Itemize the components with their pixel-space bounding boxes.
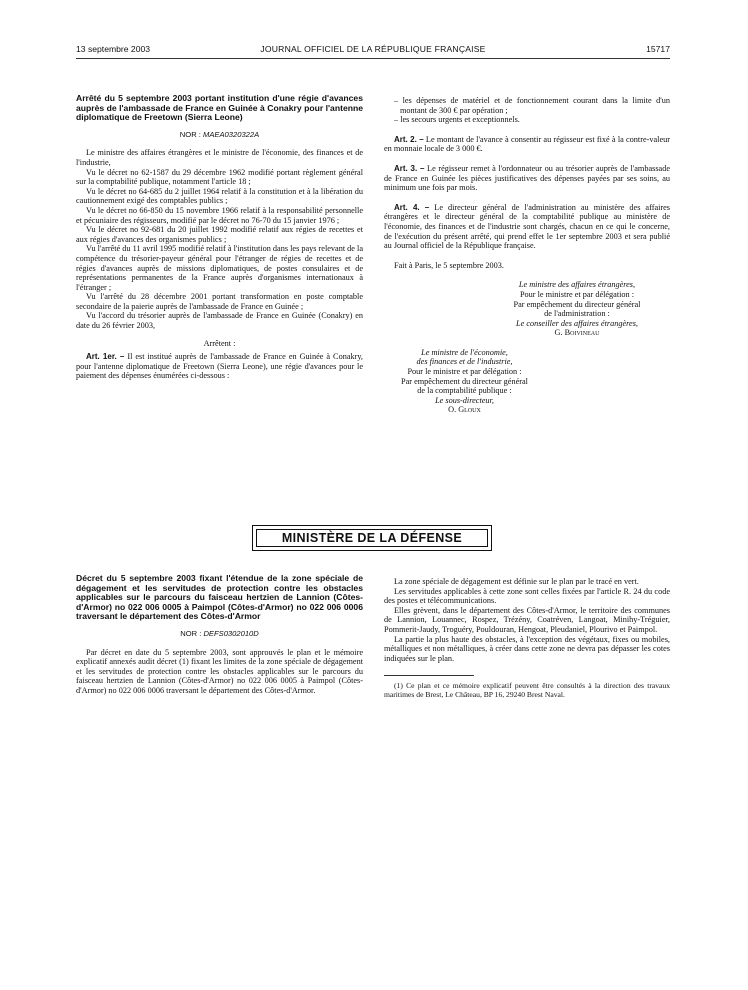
ministry-title: MINISTÈRE DE LA DÉFENSE bbox=[281, 531, 463, 545]
signature-line: Le conseiller des affaires étrangères, bbox=[516, 318, 638, 328]
signature-line: des finances et de l'industrie, bbox=[416, 357, 513, 367]
decret-right-column bbox=[384, 577, 670, 700]
nor-label: NOR : bbox=[179, 129, 201, 139]
signature-line: Le sous-directeur, bbox=[435, 395, 494, 405]
visa-paragraph: Vu le décret no 62-1587 du 29 décembre 1962 modifié portant règlement général sur la comptabilité publique, notamment l'article 18 ; bbox=[76, 167, 363, 187]
article-3 bbox=[384, 164, 670, 193]
fait-a-paris: Fait à Paris, le 5 septembre 2003. bbox=[394, 260, 504, 270]
visa-paragraph: Le ministre des affaires étrangères et le ministre de l'économie, des finances et de l'industrie, bbox=[76, 148, 363, 167]
signature-line: Par empêchement du directeur général bbox=[401, 376, 528, 386]
decret-paragraph: Elles grèvent, dans le département des Côtes-d'Armor, le territoire des communes de Lannion, Louannec, Rospez, Trézény, Coatréven, Langoat, Minihy-Tréguier, Pommerit-Jaudy, Troguéry, Pouldouran, Hengoat, Pleudaniel, Plourivo et Paimpol. bbox=[384, 605, 670, 634]
header-date: 13 septembre 2003 bbox=[76, 44, 151, 54]
decret-left-column bbox=[76, 574, 363, 696]
arrete-left-column bbox=[76, 94, 363, 381]
footnote: (1) Ce plan et ce mémoire explicatif peuvent être consultés à la direction des travaux maritimes de Brest, Le Château, BP 16, 29240 Brest Naval. bbox=[384, 681, 670, 700]
list-item: – les dépenses de matériel et de fonctionnement courant dans la limite d'un montant de 300 € par opération ; bbox=[394, 96, 670, 115]
visa-paragraph: Vu le décret no 64-685 du 2 juillet 1964 relatif à la constitution et à la libération du cautionnement exigé des comptables publics ; bbox=[76, 186, 363, 206]
footnote-rule bbox=[384, 675, 474, 676]
signature-line: Le ministre des affaires étrangères, bbox=[518, 280, 636, 290]
signatory-name: O. Gloux bbox=[448, 405, 481, 415]
article-2 bbox=[384, 135, 670, 154]
nor-code: MAEA0320322A bbox=[203, 129, 260, 139]
list-item: – les secours urgents et exceptionnels. bbox=[394, 115, 520, 125]
signature-line: de la comptabilité publique : bbox=[417, 386, 512, 396]
nor-code: DEFS0302010D bbox=[203, 628, 259, 638]
decret-title: Décret du 5 septembre 2003 fixant l'étendue de la zone spéciale de dégagement et les servitudes de protection contre les obstacles applicables sur le parcours du faisceau hertzien de Lannion (Côtes-d'Armor) no 022 006 0005 à Paimpol (Côtes-d'Armor) no 022 006 0006 traversant le département des Côtes-d'Armor bbox=[76, 573, 363, 622]
decret-paragraph: La partie la plus haute des obstacles, à l'exception des végétaux, fixes ou mobiles, métalliques et non métalliques, à créer dans cette zone ne devra pas dépasser les cotes indiquées sur le plan. bbox=[384, 634, 670, 663]
decret-paragraph: Par décret en date du 5 septembre 2003, sont approuvés le plan et le mémoire explicatif annexés audit décret (1) fixant les limites de la zone spéciale de dégagement et les servitudes de protection contre les obstacles applicables sur le parcours du faisceau hertzien de Lannion (Côtes-d'Armor) no 022 006 0005 à Paimpol (Côtes-d'Armor) no 022 006 0006 traversant le département des Côtes-d'Armor. bbox=[76, 647, 363, 695]
signature-line: Pour le ministre et par délégation : bbox=[519, 289, 635, 299]
article-1-label: Art. 1er. – bbox=[86, 352, 125, 362]
visa-paragraph: Vu l'arrêté du 28 décembre 2001 portant transformation en poste comptable secondaire de la paierie auprès de l'ambassade de France en Guinée ; bbox=[76, 292, 363, 311]
article-4 bbox=[384, 203, 670, 251]
signature-line: Le ministre de l'économie, bbox=[421, 347, 508, 357]
visa-paragraph: Vu le décret no 66-850 du 15 novembre 1966 relatif à la responsabilité personnelle et pécuniaire des régisseurs, modifié par le décret no 76-70 du 15 janvier 1976 ; bbox=[76, 205, 363, 225]
signature-line: Pour le ministre et par délégation : bbox=[407, 367, 522, 377]
arrete-nor bbox=[76, 130, 363, 140]
ministry-banner bbox=[252, 525, 492, 551]
signature-block-1 bbox=[484, 280, 670, 338]
article-1-text: Il est institué auprès de l'ambassade de France en Guinée à Conakry, pour l'antenne diplomatique de Freetown (Sierra Leone), une régie d'avances pour le paiement des dépenses énumérées ci-dessous : bbox=[76, 352, 363, 381]
decret-paragraph: Les servitudes applicables à cette zone sont celles fixées par l'article R. 24 du code des postes et télécommunications. bbox=[384, 586, 670, 606]
article-1 bbox=[76, 352, 363, 381]
signature-block-2 bbox=[382, 348, 547, 415]
header-rule bbox=[76, 58, 670, 59]
signature-line: de l'administration : bbox=[544, 309, 610, 319]
article-2-label: Art. 2. – bbox=[394, 134, 424, 144]
visa-paragraph: Vu l'arrêté du 11 avril 1995 modifié relatif à l'institution dans les pays relevant de la compétence du trésorier-payeur général pour l'étranger de régies de recettes et de régies d'avances auprès de missions diplomatiques, de postes consulaires et de représentations permanentes de la France auprès d'organismes internationaux à l'étranger ; bbox=[76, 244, 363, 292]
arrete-right-column bbox=[384, 96, 670, 415]
journal-title: JOURNAL OFFICIEL DE LA RÉPUBLIQUE FRANÇAISE bbox=[260, 44, 486, 54]
page-header bbox=[76, 44, 670, 58]
signature-line: Par empêchement du directeur général bbox=[513, 299, 641, 309]
decret-paragraph: La zone spéciale de dégagement est définie sur le plan par le tracé en vert. bbox=[394, 577, 639, 586]
nor-label: NOR : bbox=[180, 628, 202, 638]
signatory-name: G. Boivineau bbox=[554, 328, 600, 338]
visa-paragraph: Vu le décret no 92-681 du 20 juillet 1992 modifié relatif aux régies de recettes et aux régies d'avances des organismes publics ; bbox=[76, 225, 363, 244]
article-3-label: Art. 3. – bbox=[394, 163, 425, 173]
arrete-title: Arrêté du 5 septembre 2003 portant institution d'une régie d'avances auprès de l'ambassade de France en Guinée à Conakry pour l'antenne diplomatique de Freetown (Sierra Leone) bbox=[76, 93, 363, 123]
visa-paragraph: Vu l'accord du trésorier auprès de l'ambassade de France en Guinée (Conakry) en date du 26 février 2003, bbox=[76, 311, 363, 331]
article-2-text: Le montant de l'avance à consentir au régisseur est fixé à la contre-valeur en monnaie locale de 3 000 €. bbox=[384, 134, 670, 154]
article-4-label: Art. 4. – bbox=[394, 202, 430, 212]
decret-nor bbox=[76, 629, 363, 639]
article-3-text: Le régisseur remet à l'ordonnateur ou au trésorier auprès de l'ambassade de France en Guinée les pièces justificatives des dépenses payées par ses soins, au minimum une fois par mois. bbox=[384, 163, 671, 193]
arretent: Arrêtent : bbox=[203, 338, 236, 348]
page-number: 15717 bbox=[646, 44, 670, 54]
article-4-text: Le directeur général de l'administration au ministère des affaires étrangères et le directeur général de la comptabilité publique au ministère de l'économie, des finances et de l'industrie sont chargés, chacun en ce qui le concerne, de l'exécution du présent arrêté, qui prend effet le 1er septembre 2003 et sera publié au Journal officiel de la République française. bbox=[384, 202, 671, 251]
